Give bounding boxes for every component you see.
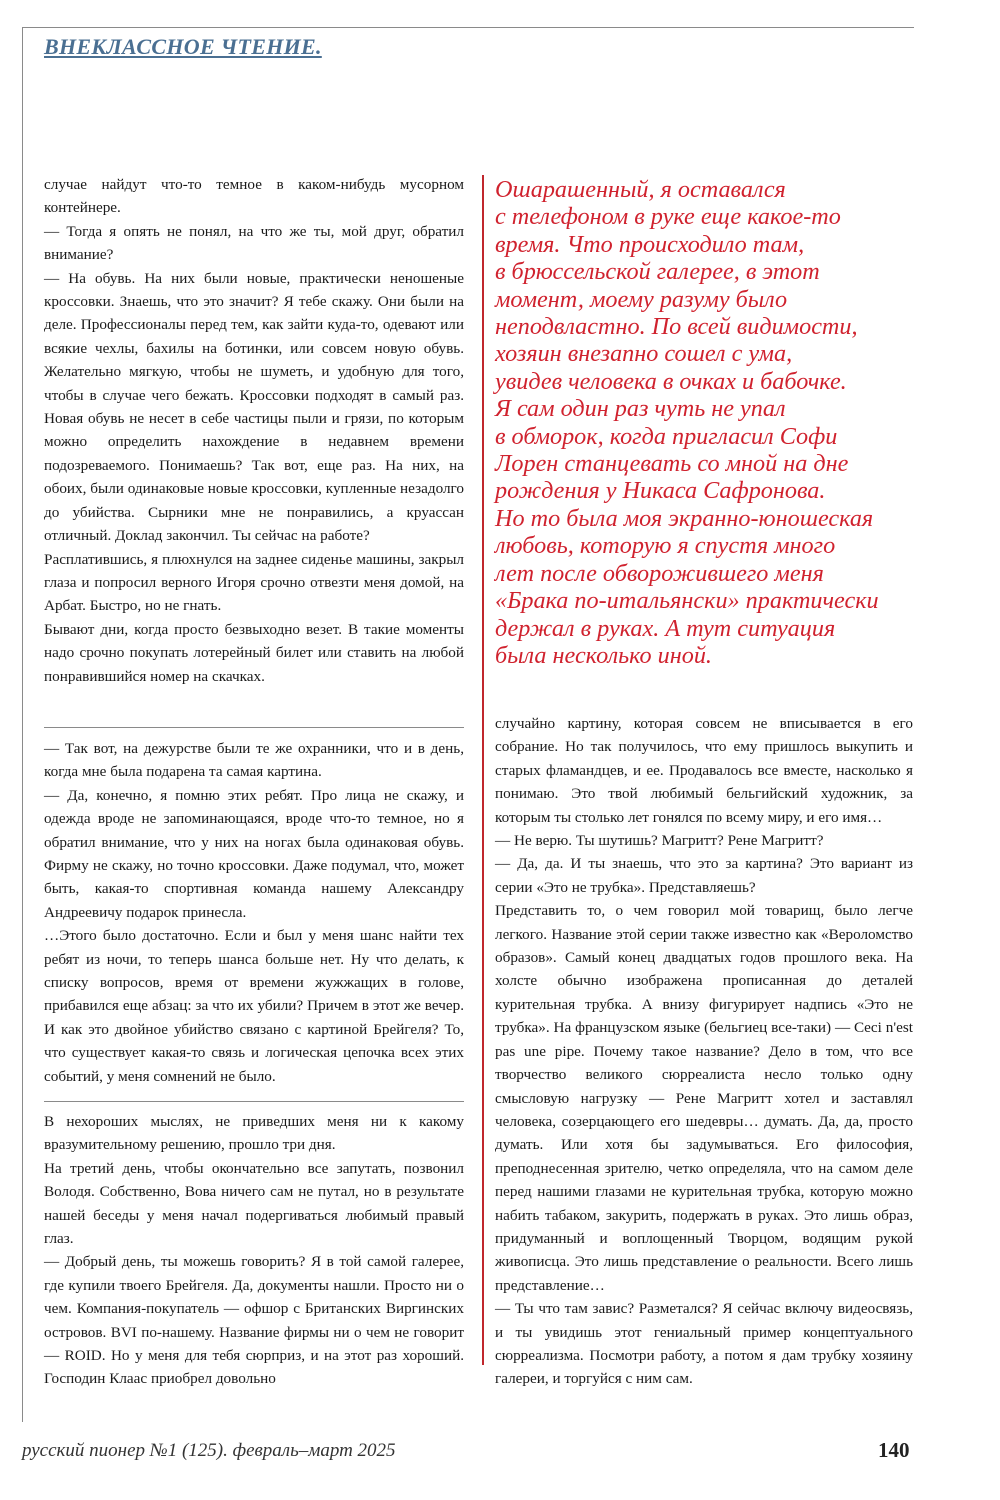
paragraph: — Ты что там завис? Разметался? Я сейчас включу видеосвязь, и ты увидишь этот гениальный пример концептуального сюрреализма. Посмотри работу, а потом я дам трубку хозяину галереи, и торгуйся с ним сам. [495, 1300, 913, 1388]
left-rule [22, 27, 23, 1422]
paragraph: Расплатившись, я плюхнулся на заднее сиденье машины, закрыл глаза и попросил верного Игоря срочно отвезти меня домой, на Арбат. Быстро, но не гнать. [44, 550, 464, 615]
paragraph: — Да, конечно, я помню этих ребят. Про лица не скажу, и одежда вроде не запоминающаяся, вроде что-то темное, но я обратил внимание, что у них на ногах была одинаковая обувь. Фирму не скажу, но точно кроссовки. Даже подумал, что, может быть, какая-то спортивная команда нашему Александру Андреевичу подарок принесла. [44, 786, 464, 921]
paragraph: — Так вот, на дежурстве были те же охранники, что и в день, когда мне была подарена та самая картина. [44, 740, 464, 781]
magazine-issue-footer: русский пионер №1 (125). февраль–март 2025 [22, 1440, 396, 1461]
paragraph: — Добрый день, ты можешь говорить? Я в той самой галерее, где купили твоего Брейгеля. Да, документы нашли. Просто ни о чем. Компания-покупатель — офшор с Британских Виргинских островов. BVI по-нашему. Название фирмы ни о чем не говорит — ROID. Но у меня для тебя сюрприз, и на этот раз хороший. Господин Клаас приобрел довольно [44, 1253, 464, 1388]
left-column-block-1 [44, 173, 464, 688]
right-column-block [495, 712, 913, 1391]
paragraph: В нехороших мыслях, не приведших меня ни к какому вразумительному решению, прошло три дня. [44, 1113, 464, 1154]
section-divider [44, 1101, 464, 1102]
paragraph: Бывают дни, когда просто безвыходно везет. В такие моменты надо срочно покупать лотерейный билет или ставить на любой понравившийся номер на скачках. [44, 620, 464, 685]
section-divider [44, 727, 464, 728]
paragraph: случайно картину, которая совсем не вписывается в его собрание. Но так получилось, что ему пришлось выкупить и старых фламандцев, и ее. Продавалось все вместе, насколько я понимаю. Это твой любимый бельгийский художник, за которым ты столько лет гонялся по всему миру, и его имя… [495, 715, 913, 826]
paragraph: — На обувь. На них были новые, практически неношеные кроссовки. Знаешь, что это значит? Я тебе скажу. Они были на деле. Профессионалы перед тем, как зайти куда-то, одевают или всякие чехлы, бахилы на ботинки, или совсем новую обувь. Желательно мягкую, чтобы не шуметь, и удобную для того, чтобы в случае чего бежать. Кроссовки подходят в самый раз. Новая обувь не несет в себе частицы пыли и грязи, по которым можно определить нахождение в недавнем времени подозреваемого. Понимаешь? Так вот, еще раз. На них, на обоих, были одинаковые новые кроссовки, купленные незадолго до убийства. Сырники мне не понравились, а круассан отличный. Доклад закончил. Ты сейчас на работе? [44, 269, 464, 545]
paragraph: случае найдут что-то темное в каком-нибудь мусорном контейнере. [44, 176, 464, 217]
paragraph: Представить то, о чем говорил мой товарищ, было легче легкого. Название этой серии также известно как «Вероломство образов». Самый конец двадцатых годов прошлого века. На холсте обычно изображена прописанная до деталей курительная трубка. А внизу фигурирует надпись «Это не трубка». На французском языке (бельгиец все-таки) — Ceci n'est pas une pipe. Почему такое название? Дело в том, что все творчество великого сюрреалиста несло только одну смысловую нагрузку — Рене Магритт хотел и заставлял человека, созерцающего его шедевры… думать. Да, да, просто думать. Или хотя бы задумываться. Его философия, преподнесенная зрителю, четко определяла, что на самом деле перед нашими глазами не курительная трубка, которую можно набить табаком, закурить, подержать в руках. Это лишь образ, придуманный и воплощенный Творцом, водящим рукой живописца. Это лишь представление о реальности. Всего лишь представление… [495, 902, 913, 1294]
paragraph: — Тогда я опять не понял, на что же ты, мой друг, обратил внимание? [44, 222, 464, 264]
left-column-block-3 [44, 1110, 464, 1391]
left-column-block-2 [44, 737, 464, 1088]
paragraph: — Да, да. И ты знаешь, что это за картина? Это вариант из серии «Это не трубка». Представляешь? [495, 855, 913, 896]
paragraph: На третий день, чтобы окончательно все запутать, позвонил Володя. Собственно, Вова ничего сам не путал, но в результате нашей беседы у меня начал подергиваться любимый правый глаз. [44, 1159, 464, 1248]
paragraph: …Этого было достаточно. Если и был у меня шанс найти тех ребят из ночи, то теперь шанса больше нет. Ну что делать, к списку вопросов, время от времени жужжащих в голове, прибавился еще абзац: за что их убили? Причем в этот же вечер. И как это двойное убийство связано с картиной Брейгеля? То, что существует какая-то связь и логическая цепочка всех этих событий, у меня сомнений не было. [44, 927, 464, 1085]
top-rule [22, 27, 914, 28]
section-rubric: ВНЕКЛАССНОЕ ЧТЕНИЕ. [44, 34, 322, 59]
paragraph: — Не верю. Ты шутишь? Магритт? Рене Магритт? [495, 832, 824, 850]
page-number: 140 [878, 1438, 910, 1462]
pull-quote: Ошарашенный, я оставался с телефоном в руке еще какое-то время. Что происходило там, в брюссельской галерее, в этот момент, моему разуму было неподвластно. По всей видимости, хозяин внезапно сошел с ума, увидев человека в очках и бабочке. Я сам один раз чуть не упал в обморок, когда пригласил Софи Лорен станцевать со мной на дне рождения у Никаса Сафронова. Но то была моя экранно-юношеская любовь, которую я спустя много лет после обворожившего меня «Брака по-итальянски» практически держал в руках. А тут ситуация была несколько иной. [495, 176, 879, 669]
quote-accent-bar [482, 175, 484, 1365]
